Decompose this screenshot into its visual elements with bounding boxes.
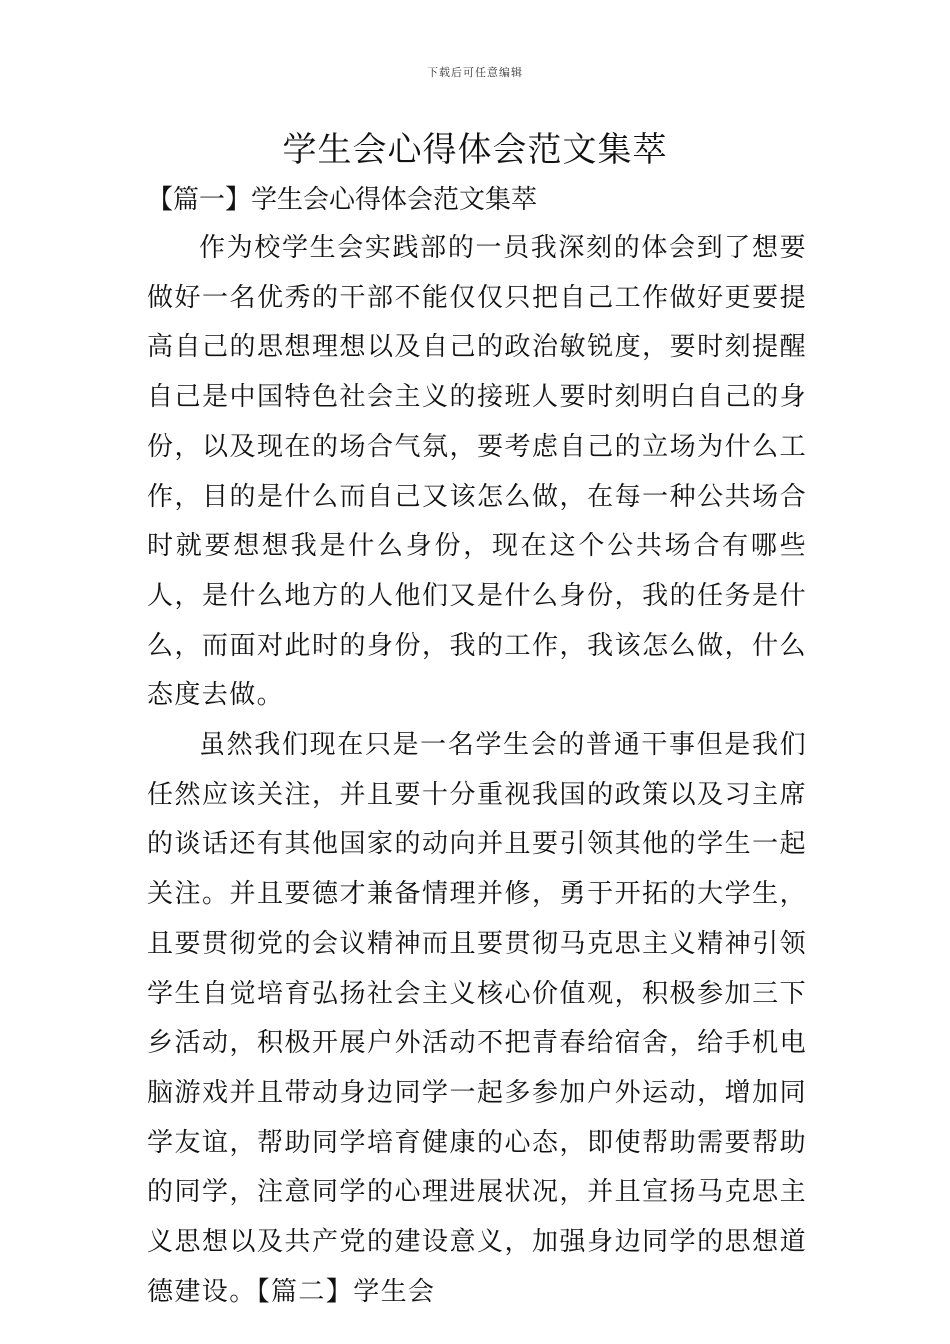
body-paragraph-1: 作为校学生会实践部的一员我深刻的体会到了想要做好一名优秀的干部不能仅仅只把自己工作做好更要提高自己的思想理想以及自己的政治敏锐度，要时刻提醒自己是中国特色社会主义的接班人要时刻明白自己的身份，以及现在的场合气氛，要考虑自己的立场为什么工作，目的是什么而自己又该怎么做，在每一种公共场合时就要想想我是什么身份，现在这个公共场合有哪些人，是什么地方的人他们又是什么身份，我的任务是什么，而面对此时的身份，我的工作，我该怎么做，什么态度去做。 <box>147 233 807 711</box>
document-title: 学生会心得体会范文集萃 <box>282 130 668 170</box>
page-header-note: 下载后可任意编辑 <box>427 66 523 79</box>
body-paragraph-2: 虽然我们现在只是一名学生会的普通干事但是我们任然应该关注，并且要十分重视我国的政策以及习主席的谈话还有其他国家的动向并且要引领其他的学生一起关注。并且要德才兼备情理并修，勇于开拓的大学生，且要贯彻党的会议精神而且要贯彻马克思主义精神引领学生自觉培育弘扬社会主义核心价值观，积极参加三下乡活动，积极开展户外活动不把青春给宿舍，给手机电脑游戏并且带动身边同学一起多参加户外运动，增加同学友谊，帮助同学培育健康的心态，即使帮助需要帮助的同学，注意同学的心理进展状况，并且宣扬马克思主义思想以及共产党的建设意义，加强身边同学的思想道德建设。【篇二】学生会 <box>147 730 807 1307</box>
document-body <box>147 224 807 1317</box>
section-heading: 【篇一】学生会心得体会范文集萃 <box>147 185 538 215</box>
